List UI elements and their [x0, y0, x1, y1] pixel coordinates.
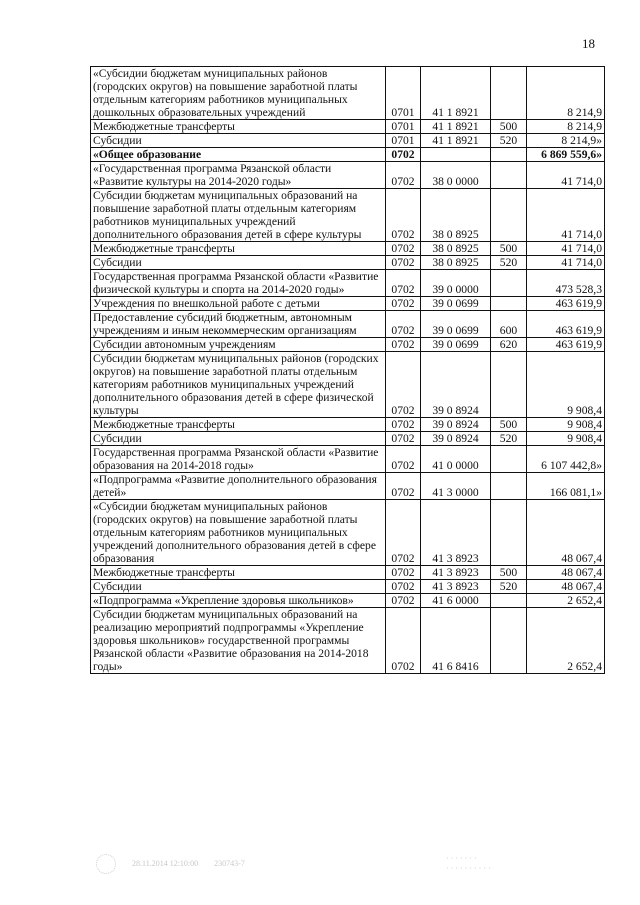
row-name: «Общее образование	[91, 148, 386, 162]
footer-stamp-line-1: · · · · · · ·	[446, 854, 477, 863]
footer-stamp-line-2: · · · · · · · · · ·	[446, 864, 491, 873]
row-target-article: 39 0 0699	[421, 311, 491, 338]
row-amount: 8 214,9»	[527, 134, 605, 148]
row-amount: 6 869 559,6»	[527, 148, 605, 162]
row-expense-type: 500	[491, 242, 527, 256]
row-target-article: 38 0 8925	[421, 256, 491, 270]
table-row	[91, 566, 605, 580]
table-row	[91, 608, 605, 674]
row-section: 0702	[386, 352, 421, 418]
row-name: Государственная программа Рязанской области «Развитие физической культуры и спорта на 2014-2020 годы»	[91, 270, 386, 297]
row-amount: 9 908,4	[527, 432, 605, 446]
row-target-article	[421, 148, 491, 162]
table-row	[91, 148, 605, 162]
table-row	[91, 418, 605, 432]
row-name: Учреждения по внешкольной работе с детьми	[91, 297, 386, 311]
row-name: Субсидии	[91, 432, 386, 446]
row-name: «Государственная программа Рязанской области «Развитие культуры на 2014-2020 годы»	[91, 162, 386, 189]
row-name: Предоставление субсидий бюджетным, автономным учреждениям и иным некоммерческим организациям	[91, 311, 386, 338]
row-name: Межбюджетные трансферты	[91, 418, 386, 432]
row-section: 0701	[386, 67, 421, 120]
row-name: «Субсидии бюджетам муниципальных районов (городских округов) на повышение заработной платы отдельным категориям работников муниципальных дошкольных образовательных учреждений	[91, 67, 386, 120]
row-amount: 2 652,4	[527, 594, 605, 608]
table-row	[91, 134, 605, 148]
row-expense-type: 520	[491, 432, 527, 446]
table-row	[91, 446, 605, 473]
table-row	[91, 473, 605, 500]
row-section: 0702	[386, 566, 421, 580]
row-name: «Подпрограмма «Развитие дополнительного образования детей»	[91, 473, 386, 500]
table-row	[91, 297, 605, 311]
row-amount: 473 528,3	[527, 270, 605, 297]
row-section: 0702	[386, 256, 421, 270]
budget-table	[90, 66, 605, 674]
row-section: 0702	[386, 162, 421, 189]
row-section: 0702	[386, 418, 421, 432]
table-row	[91, 352, 605, 418]
table-row	[91, 311, 605, 338]
row-expense-type	[491, 67, 527, 120]
row-name: Межбюджетные трансферты	[91, 120, 386, 134]
row-amount: 41 714,0	[527, 242, 605, 256]
row-expense-type: 620	[491, 338, 527, 352]
row-name: Субсидии автономным учреждениям	[91, 338, 386, 352]
table-row	[91, 580, 605, 594]
row-amount: 48 067,4	[527, 566, 605, 580]
table-row	[91, 338, 605, 352]
row-expense-type	[491, 297, 527, 311]
row-expense-type	[491, 446, 527, 473]
row-amount: 166 081,1»	[527, 473, 605, 500]
table-row	[91, 594, 605, 608]
row-expense-type: 500	[491, 418, 527, 432]
row-expense-type	[491, 608, 527, 674]
row-target-article: 39 0 8924	[421, 418, 491, 432]
row-target-article: 38 0 8925	[421, 242, 491, 256]
row-name: «Подпрограмма «Укрепление здоровья школьников»	[91, 594, 386, 608]
table-row	[91, 270, 605, 297]
row-expense-type: 520	[491, 256, 527, 270]
row-expense-type	[491, 162, 527, 189]
row-section: 0702	[386, 311, 421, 338]
row-target-article: 39 0 0000	[421, 270, 491, 297]
row-section: 0701	[386, 134, 421, 148]
row-expense-type	[491, 594, 527, 608]
row-amount: 463 619,9	[527, 297, 605, 311]
footer-timestamp: 28.11.2014 12:10:00	[132, 858, 199, 868]
stamp-seal-icon	[96, 854, 116, 874]
row-target-article: 41 6 8416	[421, 608, 491, 674]
row-name: Субсидии бюджетам муниципальных образований на реализацию мероприятий подпрограммы «Укрепление здоровья школьников» государственной программы Рязанской области «Развитие образования на 2014-2018 годы»	[91, 608, 386, 674]
row-amount: 463 619,9	[527, 311, 605, 338]
footer-doc-code: 230743-7	[214, 858, 245, 868]
row-name: Субсидии	[91, 580, 386, 594]
row-name: Межбюджетные трансферты	[91, 566, 386, 580]
row-section: 0702	[386, 500, 421, 566]
row-section: 0702	[386, 270, 421, 297]
row-target-article: 41 3 8923	[421, 500, 491, 566]
row-expense-type: 600	[491, 311, 527, 338]
row-amount: 6 107 442,8»	[527, 446, 605, 473]
table-row	[91, 120, 605, 134]
row-name: Субсидии	[91, 134, 386, 148]
row-amount: 48 067,4	[527, 580, 605, 594]
table-row	[91, 500, 605, 566]
row-amount: 9 908,4	[527, 418, 605, 432]
row-target-article: 39 0 8924	[421, 352, 491, 418]
footer-stamp-text	[446, 854, 491, 874]
row-amount: 2 652,4	[527, 608, 605, 674]
row-target-article: 41 3 8923	[421, 580, 491, 594]
row-amount: 8 214,9	[527, 120, 605, 134]
table-row	[91, 162, 605, 189]
row-amount: 41 714,0	[527, 162, 605, 189]
row-name: Государственная программа Рязанской области «Развитие образования на 2014-2018 годы»	[91, 446, 386, 473]
row-name: Субсидии	[91, 256, 386, 270]
row-expense-type	[491, 352, 527, 418]
row-section: 0702	[386, 580, 421, 594]
row-target-article: 41 6 0000	[421, 594, 491, 608]
row-expense-type: 520	[491, 580, 527, 594]
row-expense-type: 520	[491, 134, 527, 148]
table-row	[91, 189, 605, 242]
row-section: 0701	[386, 120, 421, 134]
row-target-article: 41 3 0000	[421, 473, 491, 500]
row-section: 0702	[386, 432, 421, 446]
table-row	[91, 432, 605, 446]
row-expense-type	[491, 270, 527, 297]
footer-print-info	[96, 854, 259, 874]
row-target-article: 38 0 8925	[421, 189, 491, 242]
row-section: 0702	[386, 446, 421, 473]
row-amount: 48 067,4	[527, 500, 605, 566]
row-section: 0702	[386, 242, 421, 256]
row-target-article: 38 0 0000	[421, 162, 491, 189]
row-name: Субсидии бюджетам муниципальных образований на повышение заработной платы отдельным категориям работников муниципальных учреждений дополнительного образования детей в сфере культуры	[91, 189, 386, 242]
table-row	[91, 67, 605, 120]
row-amount: 9 908,4	[527, 352, 605, 418]
row-target-article: 41 0 0000	[421, 446, 491, 473]
row-target-article: 41 3 8923	[421, 566, 491, 580]
row-name: Субсидии бюджетам муниципальных районов (городских округов) на повышение заработной платы отдельным категориям работников муниципальных учреждений дополнительного образования детей в сфере физической культуры	[91, 352, 386, 418]
row-section: 0702	[386, 148, 421, 162]
table-row	[91, 256, 605, 270]
row-section: 0702	[386, 608, 421, 674]
row-target-article: 41 1 8921	[421, 67, 491, 120]
row-section: 0702	[386, 473, 421, 500]
row-expense-type: 500	[491, 120, 527, 134]
row-name: «Субсидии бюджетам муниципальных районов (городских округов) на повышение заработной платы отдельным категориям работников муниципальных учреждений дополнительного образования детей в сфере образования	[91, 500, 386, 566]
row-amount: 41 714,0	[527, 189, 605, 242]
row-target-article: 39 0 8924	[421, 432, 491, 446]
row-expense-type: 500	[491, 566, 527, 580]
row-amount: 8 214,9	[527, 67, 605, 120]
row-target-article: 39 0 0699	[421, 297, 491, 311]
row-target-article: 39 0 0699	[421, 338, 491, 352]
page-number: 18	[582, 36, 595, 51]
row-name: Межбюджетные трансферты	[91, 242, 386, 256]
row-expense-type	[491, 473, 527, 500]
row-section: 0702	[386, 189, 421, 242]
budget-table-body	[91, 67, 605, 674]
row-amount: 463 619,9	[527, 338, 605, 352]
row-target-article: 41 1 8921	[421, 120, 491, 134]
row-target-article: 41 1 8921	[421, 134, 491, 148]
row-section: 0702	[386, 594, 421, 608]
row-expense-type	[491, 189, 527, 242]
row-amount: 41 714,0	[527, 256, 605, 270]
row-expense-type	[491, 500, 527, 566]
row-expense-type	[491, 148, 527, 162]
row-section: 0702	[386, 338, 421, 352]
table-row	[91, 242, 605, 256]
row-section: 0702	[386, 297, 421, 311]
